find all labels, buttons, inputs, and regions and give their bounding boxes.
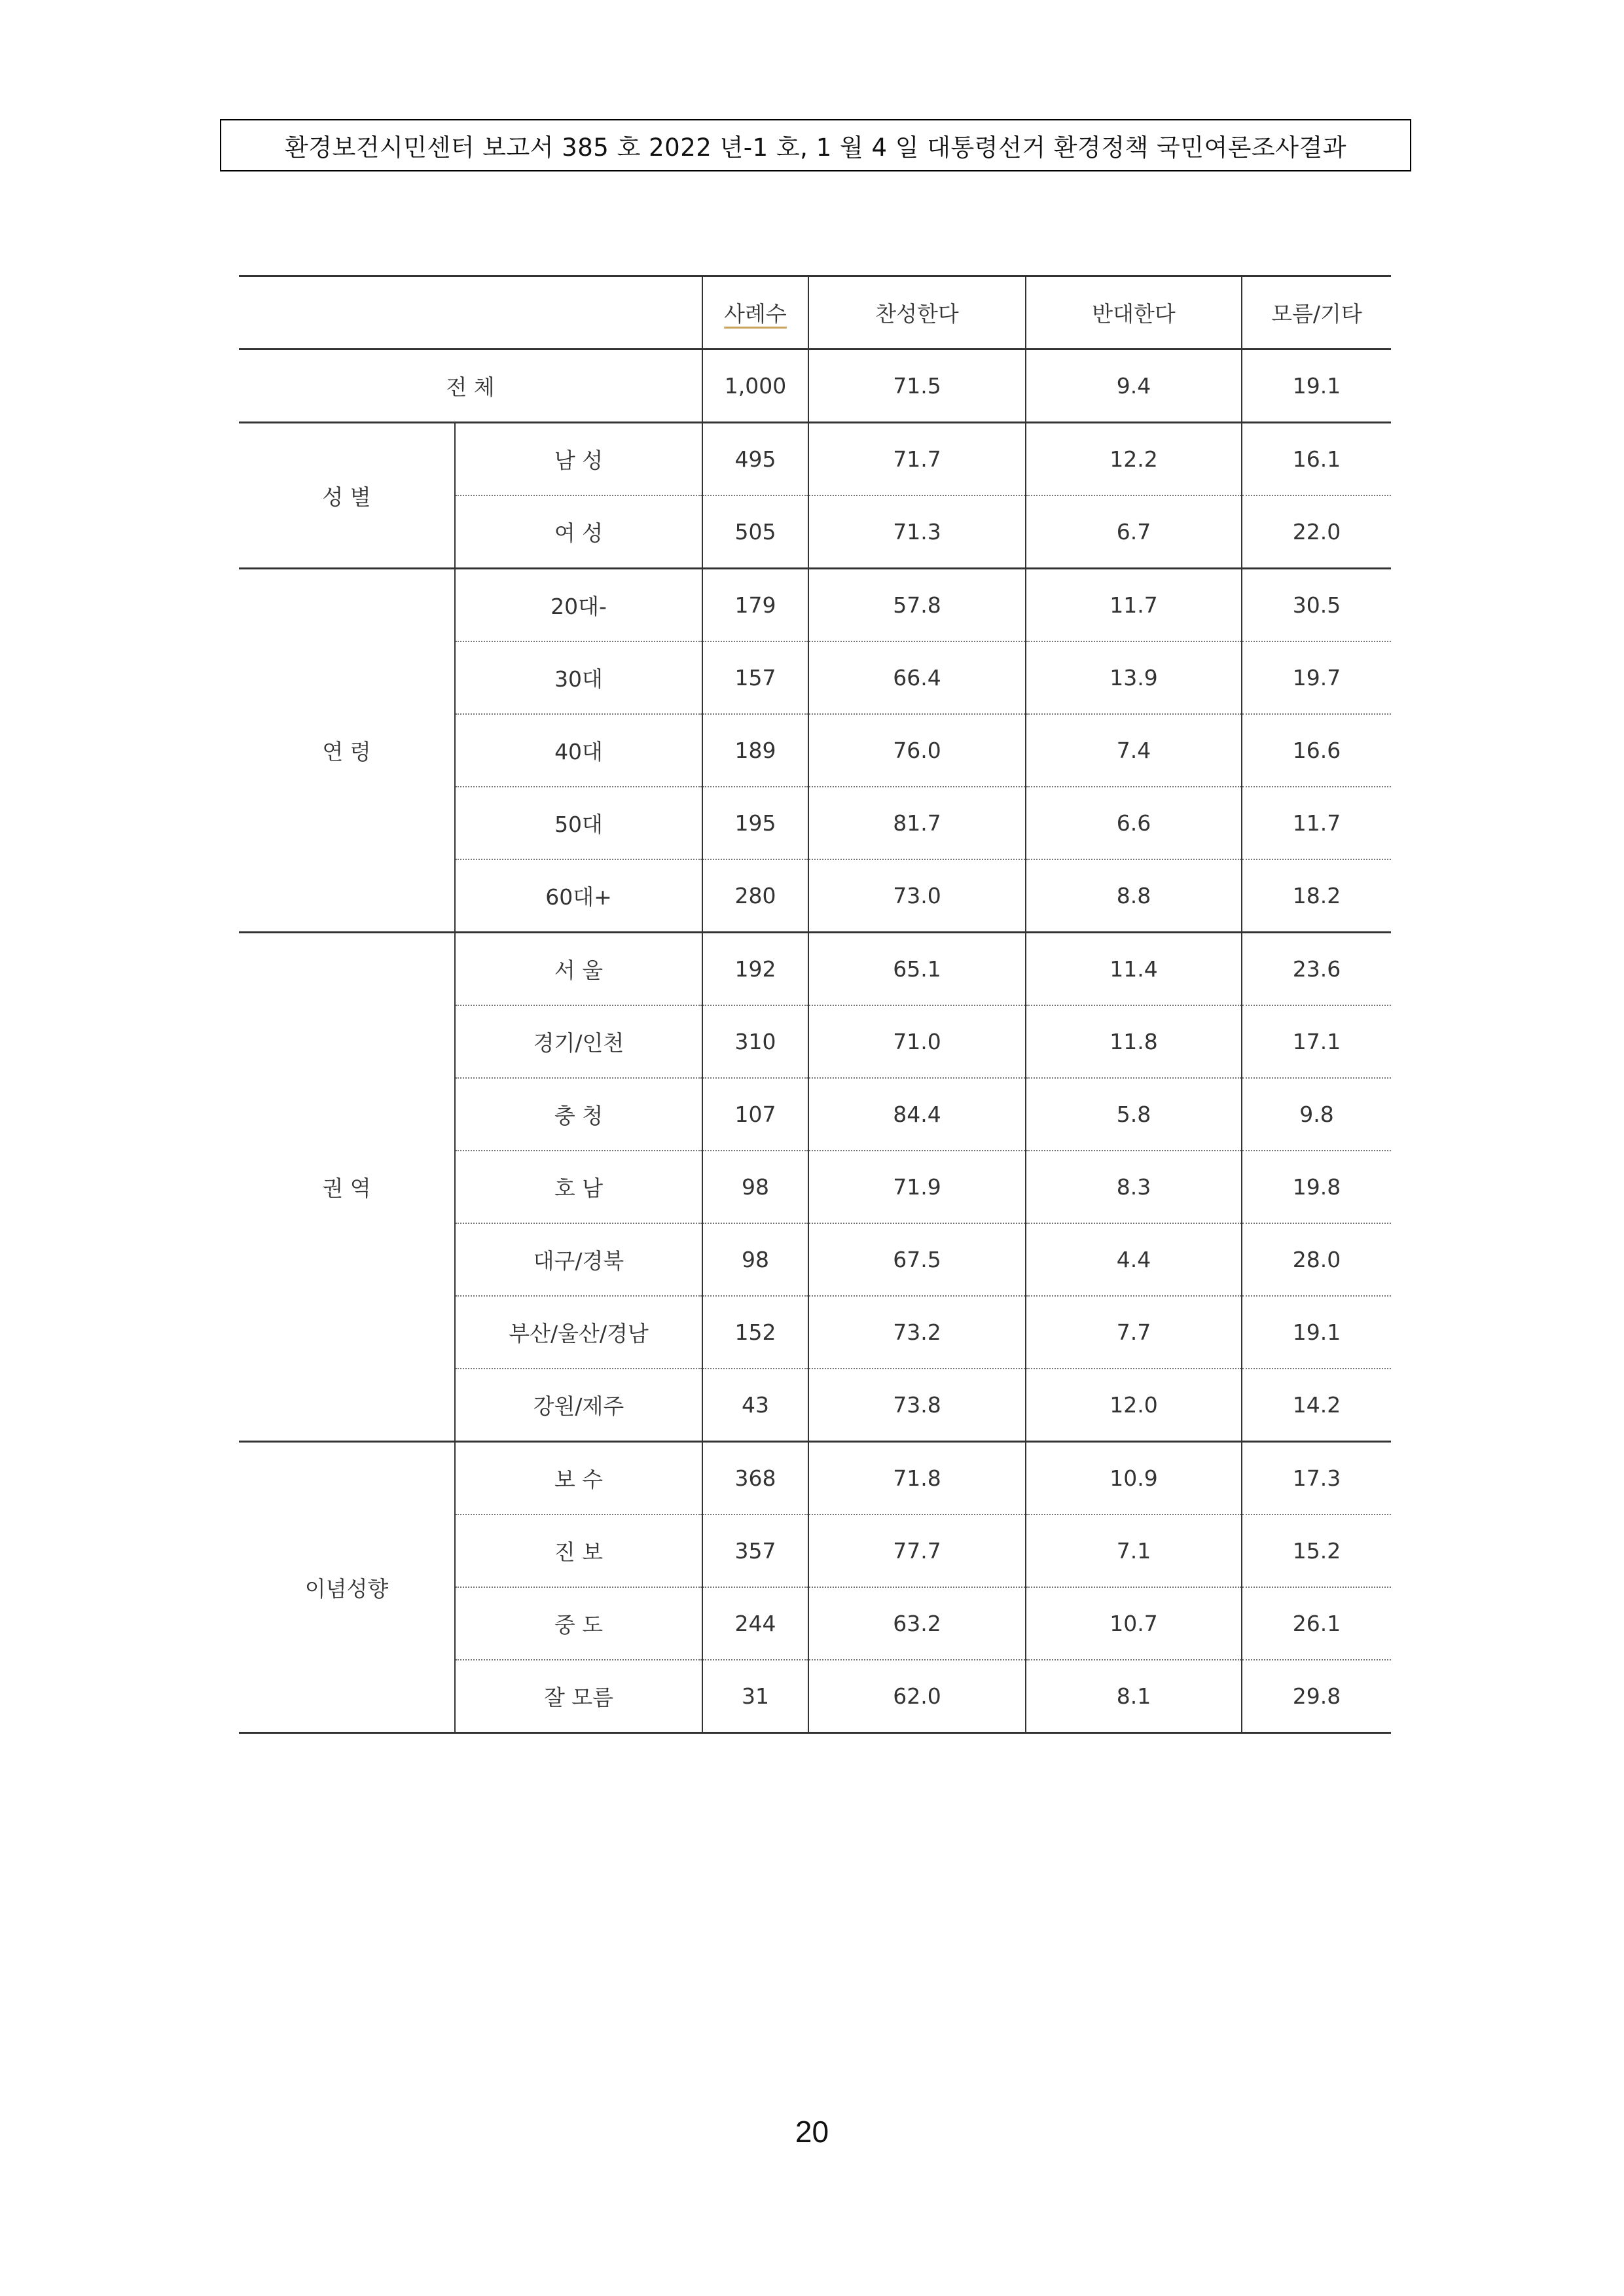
- row-label: 호 남: [455, 1151, 702, 1223]
- cell-sample: 310: [702, 1005, 808, 1078]
- header-blank-cell: [239, 276, 702, 350]
- row-label: 60대+: [455, 859, 702, 933]
- cell-agree: 71.0: [808, 1005, 1026, 1078]
- survey-table: [239, 275, 1391, 1734]
- cell-agree: 73.0: [808, 859, 1026, 933]
- group-label: 권 역: [239, 933, 455, 1442]
- cell-sample: 107: [702, 1078, 808, 1151]
- cell-agree: 73.8: [808, 1369, 1026, 1442]
- row-label: 보 수: [455, 1442, 702, 1515]
- row-label: 진 보: [455, 1515, 702, 1587]
- cell-unknown: 14.2: [1242, 1369, 1391, 1442]
- row-label: 강원/제주: [455, 1369, 702, 1442]
- cell-disagree: 7.1: [1026, 1515, 1242, 1587]
- cell-disagree: 6.6: [1026, 787, 1242, 859]
- row-label: 경기/인천: [455, 1005, 702, 1078]
- cell-sample: 43: [702, 1369, 808, 1442]
- cell-sample: 192: [702, 933, 808, 1006]
- cell-agree: 71.7: [808, 423, 1026, 496]
- cell-sample: 505: [702, 495, 808, 569]
- total-label: 전 체: [239, 350, 702, 423]
- cell-disagree: 10.7: [1026, 1587, 1242, 1660]
- cell-agree: 65.1: [808, 933, 1026, 1006]
- cell-unknown: 28.0: [1242, 1223, 1391, 1296]
- cell-sample: 195: [702, 787, 808, 859]
- cell-sample: 368: [702, 1442, 808, 1515]
- cell-disagree: 11.8: [1026, 1005, 1242, 1078]
- cell-disagree: 6.7: [1026, 495, 1242, 569]
- row-label: 중 도: [455, 1587, 702, 1660]
- cell-unknown: 17.1: [1242, 1005, 1391, 1078]
- total-agree: 71.5: [808, 350, 1026, 423]
- cell-unknown: 9.8: [1242, 1078, 1391, 1151]
- cell-unknown: 19.1: [1242, 1296, 1391, 1369]
- cell-unknown: 11.7: [1242, 787, 1391, 859]
- total-disagree: 9.4: [1026, 350, 1242, 423]
- cell-unknown: 16.1: [1242, 423, 1391, 496]
- row-label: 남 성: [455, 423, 702, 496]
- group-label: 성 별: [239, 423, 455, 569]
- cell-unknown: 30.5: [1242, 569, 1391, 642]
- cell-unknown: 18.2: [1242, 859, 1391, 933]
- cell-unknown: 16.6: [1242, 714, 1391, 787]
- cell-unknown: 29.8: [1242, 1660, 1391, 1733]
- cell-unknown: 17.3: [1242, 1442, 1391, 1515]
- cell-sample: 152: [702, 1296, 808, 1369]
- cell-disagree: 12.0: [1026, 1369, 1242, 1442]
- row-label: 충 청: [455, 1078, 702, 1151]
- cell-disagree: 10.9: [1026, 1442, 1242, 1515]
- cell-agree: 66.4: [808, 641, 1026, 714]
- cell-agree: 67.5: [808, 1223, 1026, 1296]
- cell-sample: 189: [702, 714, 808, 787]
- cell-disagree: 5.8: [1026, 1078, 1242, 1151]
- group-label: 이념성향: [239, 1442, 455, 1733]
- row-label: 잘 모름: [455, 1660, 702, 1733]
- cell-agree: 71.9: [808, 1151, 1026, 1223]
- page-number: 20: [795, 2115, 829, 2149]
- cell-sample: 244: [702, 1587, 808, 1660]
- cell-disagree: 8.3: [1026, 1151, 1242, 1223]
- row-label: 서 울: [455, 933, 702, 1006]
- col-header-agree: 찬성한다: [808, 276, 1026, 350]
- cell-unknown: 23.6: [1242, 933, 1391, 1006]
- cell-agree: 71.8: [808, 1442, 1026, 1515]
- table-row: [239, 1442, 1391, 1515]
- table-header-row: [239, 276, 1391, 350]
- table-row: [239, 423, 1391, 496]
- total-sample: 1,000: [702, 350, 808, 423]
- cell-sample: 357: [702, 1515, 808, 1587]
- cell-unknown: 15.2: [1242, 1515, 1391, 1587]
- cell-sample: 157: [702, 641, 808, 714]
- cell-sample: 98: [702, 1151, 808, 1223]
- cell-disagree: 12.2: [1026, 423, 1242, 496]
- row-label: 20대-: [455, 569, 702, 642]
- cell-disagree: 11.7: [1026, 569, 1242, 642]
- cell-unknown: 22.0: [1242, 495, 1391, 569]
- cell-sample: 280: [702, 859, 808, 933]
- cell-agree: 73.2: [808, 1296, 1026, 1369]
- col-header-unknown: 모름/기타: [1242, 276, 1391, 350]
- table-row: [239, 569, 1391, 642]
- row-label: 30대: [455, 641, 702, 714]
- cell-sample: 98: [702, 1223, 808, 1296]
- cell-agree: 76.0: [808, 714, 1026, 787]
- row-label: 40대: [455, 714, 702, 787]
- cell-disagree: 7.4: [1026, 714, 1242, 787]
- cell-unknown: 19.7: [1242, 641, 1391, 714]
- cell-agree: 63.2: [808, 1587, 1026, 1660]
- cell-disagree: 4.4: [1026, 1223, 1242, 1296]
- col-header-disagree: 반대한다: [1026, 276, 1242, 350]
- cell-sample: 179: [702, 569, 808, 642]
- cell-agree: 77.7: [808, 1515, 1026, 1587]
- col-header-sample: 사례수: [702, 276, 808, 350]
- cell-unknown: 19.8: [1242, 1151, 1391, 1223]
- cell-disagree: 8.1: [1026, 1660, 1242, 1733]
- cell-unknown: 26.1: [1242, 1587, 1391, 1660]
- row-label: 대구/경북: [455, 1223, 702, 1296]
- cell-agree: 57.8: [808, 569, 1026, 642]
- cell-disagree: 11.4: [1026, 933, 1242, 1006]
- cell-agree: 81.7: [808, 787, 1026, 859]
- row-label: 여 성: [455, 495, 702, 569]
- cell-disagree: 8.8: [1026, 859, 1242, 933]
- cell-disagree: 7.7: [1026, 1296, 1242, 1369]
- cell-agree: 62.0: [808, 1660, 1026, 1733]
- cell-sample: 495: [702, 423, 808, 496]
- cell-sample: 31: [702, 1660, 808, 1733]
- group-label: 연 령: [239, 569, 455, 933]
- row-label: 부산/울산/경남: [455, 1296, 702, 1369]
- total-row: [239, 350, 1391, 423]
- total-unknown: 19.1: [1242, 350, 1391, 423]
- cell-agree: 71.3: [808, 495, 1026, 569]
- row-label: 50대: [455, 787, 702, 859]
- report-header: 환경보건시민센터 보고서 385 호 2022 년-1 호, 1 월 4 일 대통령선거 환경정책 국민여론조사결과: [220, 119, 1411, 171]
- cell-disagree: 13.9: [1026, 641, 1242, 714]
- table-row: [239, 933, 1391, 1006]
- cell-agree: 84.4: [808, 1078, 1026, 1151]
